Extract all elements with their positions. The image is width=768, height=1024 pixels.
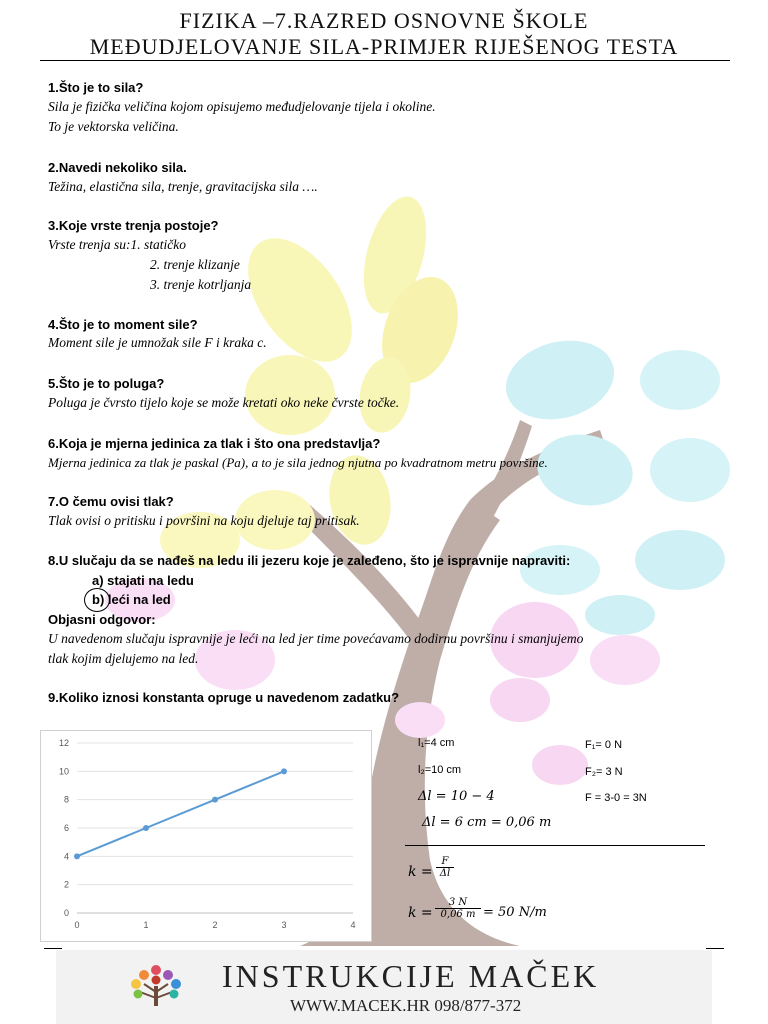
chart-canvas	[41, 731, 371, 941]
option-b: b) leći na led	[92, 592, 171, 607]
question-5: 5.Što je to poluga?	[48, 376, 165, 391]
explain-label: Objasni odgovor:	[48, 612, 156, 627]
question-2: 2.Navedi nekoliko sila.	[48, 160, 187, 175]
answer-3-line-1: Vrste trenja su:1. statičko	[48, 237, 186, 252]
question-6: 6.Koja je mjerna jedinica za tlak i što ona predstavlja?	[48, 436, 381, 451]
spring-chart	[40, 730, 372, 942]
footer-rule-left	[44, 948, 62, 949]
formula-k-fraction	[436, 856, 454, 879]
calc-f2: F₂= 3 N	[585, 766, 623, 778]
calc-delta-l-2: Δl = 6 cm = 0,06 m	[422, 815, 552, 830]
x-tick-label: 3	[281, 920, 287, 930]
formula-k-numerator: F	[441, 856, 449, 867]
formula-k2-result: = 50 N/m	[483, 905, 547, 920]
answer-5: Poluga je čvrsto tijelo koje se može kretati oko neke čvrste točke.	[48, 395, 400, 410]
data-point	[74, 853, 80, 859]
calc-f: F = 3-0 = 3N	[585, 792, 647, 804]
question-4: 4.Što je to moment sile?	[48, 317, 198, 332]
x-tick-label: 0	[74, 920, 80, 930]
formula-k2-lhs: k =	[408, 905, 433, 921]
brand-name: INSTRUKCIJE MAČEK	[222, 958, 600, 994]
answer-8-line-1: U navedenom slučaju ispravnije je leći na led jer time povećavamo dodirnu površinu i smanjujemo	[48, 631, 584, 646]
x-tick-label: 4	[350, 920, 356, 930]
question-7: 7.O čemu ovisi tlak?	[48, 494, 174, 509]
option-a: a) stajati na ledu	[92, 573, 194, 588]
answer-3-line-3: 3. trenje kotrljanja	[150, 277, 252, 292]
calc-divider	[405, 845, 705, 846]
formula-k2-fraction	[435, 897, 481, 920]
answer-1-line-1: Sila je fizička veličina kojom opisujemo međudjelovanje tijela i okoline.	[48, 99, 436, 114]
question-1: 1.Što je to sila?	[48, 80, 144, 95]
y-tick-label: 8	[63, 794, 69, 805]
answer-2: Težina, elastična sila, trenje, gravitacijska sila ….	[48, 179, 318, 194]
y-tick-label: 12	[58, 738, 69, 748]
data-point	[281, 768, 287, 774]
calc-l2: l₂=10 cm	[418, 764, 462, 776]
x-tick-label: 2	[212, 920, 218, 930]
formula-k2-denominator: 0,06 m	[435, 908, 481, 920]
answer-6: Mjerna jedinica za tlak je paskal (Pa), a to je sila jednog njutna po kvadratnom metru površine.	[48, 455, 548, 470]
answer-8-line-2: tlak kojim djelujemo na led.	[48, 651, 199, 666]
contact-info: WWW.MACEK.HR 098/877-372	[290, 996, 522, 1015]
data-point	[212, 797, 218, 803]
x-tick-label: 1	[143, 920, 149, 930]
tree-logo-icon	[128, 962, 184, 1012]
calc-l1: l₁=4 cm	[418, 737, 455, 749]
footer-rule-right	[706, 948, 724, 949]
series-line	[77, 771, 284, 856]
question-9: 9.Koliko iznosi konstanta opruge u navedenom zadatku?	[48, 690, 400, 705]
answer-4: Moment sile je umnožak sile F i kraka c.	[48, 335, 267, 350]
y-tick-label: 4	[63, 851, 69, 862]
calc-delta-l-1: Δl = 10 − 4	[418, 789, 495, 804]
page-subtitle: MEĐUDJELOVANJE SILA-PRIMJER RIJEŠENOG TESTA	[89, 34, 679, 59]
y-tick-label: 6	[63, 823, 69, 833]
formula-k-lhs: k =	[408, 864, 433, 880]
answer-3-line-2: 2. trenje klizanje	[150, 257, 240, 272]
question-8: 8.U slučaju da se nađeš na ledu ili jezeru koje je zaleđeno, što je ispravnije napraviti:	[48, 553, 571, 568]
formula-k-denominator: Δl	[436, 867, 454, 879]
question-3: 3.Koje vrste trenja postoje?	[48, 218, 219, 233]
header-divider	[40, 60, 730, 61]
formula-k2-numerator: 3 N	[448, 897, 468, 908]
answer-1-line-2: To je vektorska veličina.	[48, 119, 179, 134]
data-point	[143, 825, 149, 831]
y-tick-label: 0	[63, 908, 69, 918]
y-tick-label: 2	[63, 879, 69, 890]
calc-f1: F₁= 0 N	[585, 739, 623, 751]
answer-7: Tlak ovisi o pritisku i površini na koju djeluje taj pritisak.	[48, 513, 360, 528]
y-tick-label: 10	[58, 766, 69, 777]
page-title: FIZIKA –7.RAZRED OSNOVNE ŠKOLE	[179, 8, 589, 33]
